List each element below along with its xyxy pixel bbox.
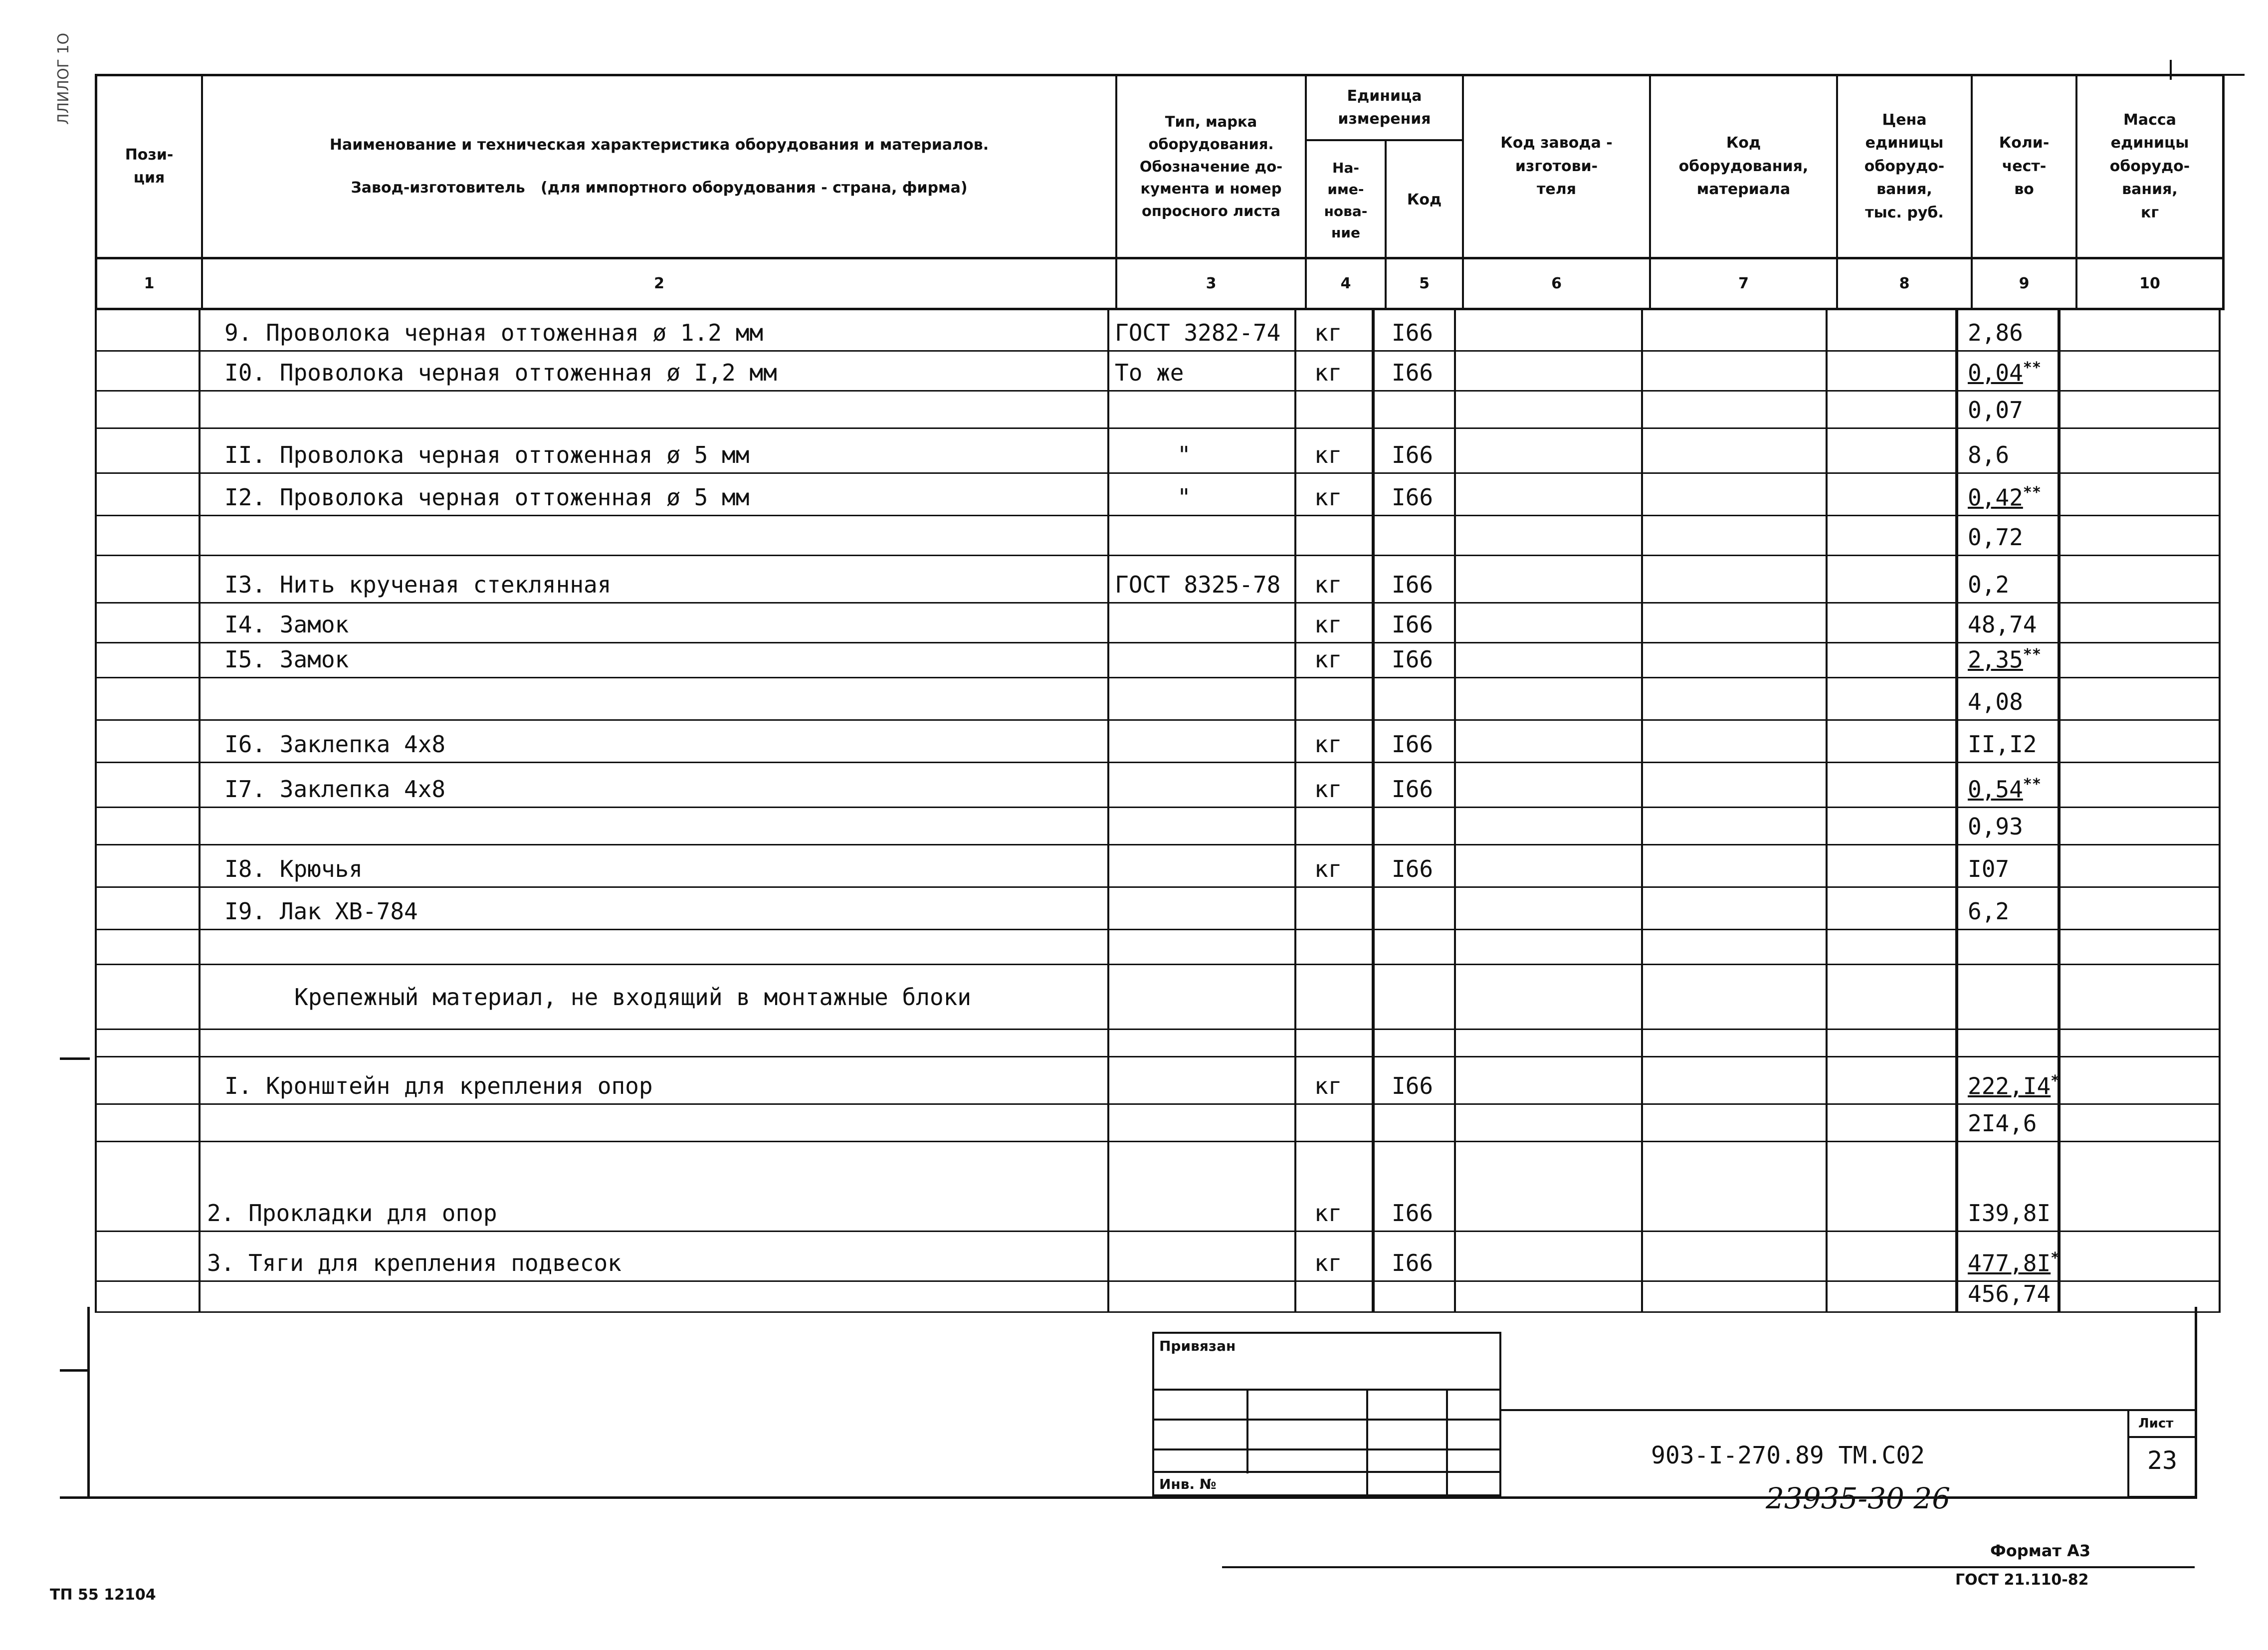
quantity-footnote-mark: * [2051,1072,2060,1090]
item-unit-code: I66 [1392,855,1434,882]
left-code-label: ТП 55 12104 [50,1586,156,1604]
row-divider [95,1231,2221,1232]
quantity-value: 6,2 [1968,898,2010,925]
item-quantity [1968,688,2023,715]
item-name: I8. Крючья [224,855,363,882]
column-number: 1 [97,259,203,308]
row-divider [95,427,2221,429]
quantity-value: 8,6 [1968,441,2010,468]
item-quantity [1968,397,2023,423]
item-unit-code: I66 [1392,359,1434,386]
item-quantity [1968,484,2041,511]
header-unit-name: На- име- нова- ние [1307,141,1387,259]
row-divider [95,762,2221,763]
row-divider [95,844,2221,845]
header-name-line1: Наименование и техническая характеристика оборудования и материалов. [329,136,989,154]
stamp-vline [1446,1389,1448,1498]
linked-label: Привязан [1159,1338,1236,1354]
item-name: I0. Проволока черная оттоженная ø I,2 мм [224,359,777,386]
header-price: Цена единицы оборудо- вания, тыс. руб. [1838,76,1973,257]
item-quantity [1968,1110,2037,1137]
sheet-line [2129,1436,2195,1438]
quantity-footnote-mark: * [2051,1249,2060,1267]
format-label: Формат А3 [1990,1541,2091,1560]
margin-vertical-note: ЛЛИЛОГ 1О [55,32,72,125]
header-unit-title: Единица измерения [1307,76,1462,141]
item-name: 3. Тяги для крепления подвесок [207,1249,621,1276]
margin-tick [60,1057,90,1060]
item-name: I4. Замок [224,611,349,638]
item-type: " [1177,441,1191,468]
header-manufacturer: Завод-изготовитель [351,179,525,197]
row-divider [95,677,2221,678]
document-designation: 903-I-270.89 ТМ.С02 [1651,1442,1925,1469]
col-divider [1641,310,1643,1313]
gost-label: ГОСТ 21.110-82 [1955,1571,2089,1589]
header-equipment-code: Код оборудования, материала [1651,76,1838,257]
row-divider [95,886,2221,888]
col-divider [1955,310,1958,1313]
item-unit: кг [1314,731,1342,758]
quantity-value: 48,74 [1968,611,2037,638]
quantity-value: 456,74 [1968,1280,2051,1307]
column-numbers-row [95,259,2225,310]
column-number: 9 [1973,259,2077,308]
quantity-value: 0,93 [1968,813,2023,840]
col-divider [1107,310,1109,1313]
header-unit-group [1307,76,1464,257]
quantity-value: I07 [1968,855,2010,882]
quantity-value: 2,35 [1968,646,2023,673]
row-divider [95,350,2221,352]
item-unit-code: I66 [1392,731,1434,758]
quantity-footnote-mark: ** [2023,776,2041,793]
row-divider [95,964,2221,965]
title-block-line [1501,1409,2195,1411]
item-unit: кг [1314,646,1342,673]
quantity-value: 0,07 [1968,397,2023,423]
item-quantity [1968,571,2009,598]
sheet-number: 23 [2147,1446,2178,1475]
item-name: I2. Проволока черная оттоженная ø 5 мм [224,484,750,511]
quantity-value: 0,72 [1968,524,2023,551]
item-unit: кг [1314,571,1342,598]
quantity-footnote-mark: ** [2023,359,2041,377]
body-right-border [2219,310,2221,1313]
table-header [95,74,2225,259]
item-quantity [1968,646,2041,673]
quantity-value: 2I4,6 [1968,1110,2037,1137]
item-unit: кг [1314,611,1342,638]
row-divider [95,515,2221,516]
item-name: 2. Прокладки для опор [207,1200,497,1227]
quantity-value: 0,42 [1968,484,2023,511]
column-number: 4 [1307,259,1387,308]
item-type: " [1177,484,1191,511]
row-divider [95,1280,2221,1282]
column-number: 8 [1838,259,1973,308]
row-divider [95,642,2221,643]
quantity-footnote-mark: ** [2023,484,2041,501]
item-type: То же [1115,359,1184,386]
body-bottom-border [95,1311,2221,1313]
quantity-value: 0,04 [1968,359,2023,387]
item-unit: кг [1314,776,1342,803]
header-type: Тип, марка оборудования. Обозначение до- кумента и номер опросного листа [1117,76,1307,257]
header-quantity: Коли- чест- во [1973,76,2077,257]
item-quantity [1968,1280,2051,1307]
item-unit: кг [1314,319,1342,346]
item-name: I7. Заклепка 4x8 [224,776,446,803]
item-quantity [1968,776,2041,803]
item-quantity [1968,441,2009,468]
item-name: I. Кронштейн для крепления опор [224,1072,653,1099]
row-divider [95,719,2221,721]
quantity-value: 2,86 [1968,319,2023,346]
item-quantity [1968,319,2023,346]
header-factory-code: Код завода - изготови- теля [1464,76,1651,257]
item-quantity [1968,731,2037,758]
header-manufacturer-note: (для импортного оборудования - страна, фирма) [541,179,968,197]
row-divider [95,1103,2221,1105]
item-unit: кг [1314,855,1342,882]
item-unit-code: I66 [1392,319,1434,346]
item-name: I9. Лак ХВ-784 [224,898,418,925]
item-unit-code: I66 [1392,484,1434,511]
column-number: 7 [1651,259,1838,308]
item-name: II. Проволока черная оттоженная ø 5 мм [224,441,750,468]
header-position: Пози- ция [97,76,203,257]
item-quantity [1968,898,2009,925]
col-divider [1454,310,1456,1313]
item-unit-code: I66 [1392,776,1434,803]
item-unit: кг [1314,1249,1342,1276]
item-unit-code: I66 [1392,1249,1434,1276]
item-quantity [1968,524,2023,551]
section-heading: Крепежный материал, не входящий в монтажные блоки [294,984,972,1011]
quantity-footnote-mark: ** [2023,646,2041,663]
sheet-number-box [2127,1409,2197,1498]
row-divider [95,1029,2221,1030]
frame-left-line [87,1307,90,1499]
column-number: 5 [1387,259,1464,308]
row-divider [95,602,2221,604]
item-quantity [1968,1200,2051,1227]
column-number: 3 [1117,259,1307,308]
body-left-border [95,310,97,1313]
header-name [203,76,1117,257]
column-number: 10 [2139,275,2160,292]
row-divider [95,390,2221,392]
col-divider [1372,310,1375,1313]
quantity-value: 477,8I [1968,1249,2051,1277]
col-divider [199,310,201,1313]
col-divider [1294,310,1296,1313]
item-name: 9. Проволока черная оттоженная ø 1.2 мм [224,319,764,346]
quantity-value: 222,I4 [1968,1072,2051,1100]
item-unit-code: I66 [1392,1200,1434,1227]
row-divider [95,807,2221,808]
header-mass: Масса единицы оборудо- вания, кг [2109,111,2190,221]
footer-line [1222,1566,2195,1568]
item-name: I3. Нить крученая стеклянная [224,571,612,598]
quantity-value: I39,8I [1968,1200,2051,1227]
col-divider [1826,310,1828,1313]
quantity-value: 4,08 [1968,688,2023,715]
item-quantity [1968,611,2037,638]
item-unit: кг [1314,1072,1342,1099]
row-divider [95,929,2221,930]
item-name: I6. Заклепка 4x8 [224,731,446,758]
row-divider [95,1056,2221,1057]
item-unit-code: I66 [1392,611,1434,638]
quantity-value: 0,2 [1968,571,2010,598]
item-type: ГОСТ 3282-74 [1115,319,1281,346]
header-unit-code: Код [1407,191,1442,209]
inventory-label: Инв. № [1159,1476,1217,1492]
handwritten-number: 23935-30 26 [1766,1481,1951,1515]
item-quantity [1968,855,2009,882]
item-type: ГОСТ 8325-78 [1115,571,1281,598]
item-unit: кг [1314,484,1342,511]
table-body [95,310,2225,1313]
item-quantity [1968,813,2023,840]
quantity-value: 0,54 [1968,776,2023,803]
item-name: I5. Замок [224,646,349,673]
stamp-vline [1366,1389,1368,1498]
header-name-line2 [351,177,967,200]
sheet-label: Лист [2138,1416,2174,1431]
item-unit-code: I66 [1392,1072,1434,1099]
column-number: 2 [203,259,1117,308]
item-quantity [1968,359,2041,386]
margin-tick [60,1369,90,1372]
item-quantity [1968,1072,2060,1099]
item-unit-code: I66 [1392,571,1434,598]
column-number: 6 [1464,259,1651,308]
item-quantity [1968,1249,2060,1276]
item-unit: кг [1314,359,1342,386]
stamp-vline [1246,1389,1248,1473]
row-divider [95,555,2221,556]
item-unit: кг [1314,441,1342,468]
quantity-value: II,I2 [1968,731,2037,758]
item-unit: кг [1314,1200,1342,1227]
item-unit-code: I66 [1392,646,1434,673]
item-unit-code: I66 [1392,441,1434,468]
col-divider [2058,310,2061,1313]
row-divider [95,472,2221,474]
row-divider [95,1141,2221,1142]
linked-stamp [1152,1332,1501,1496]
